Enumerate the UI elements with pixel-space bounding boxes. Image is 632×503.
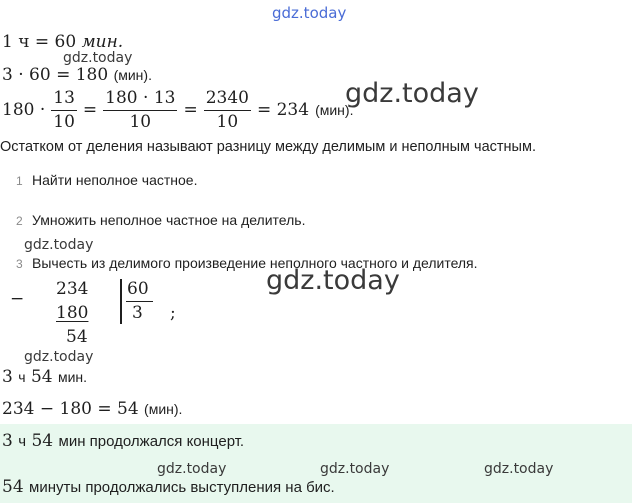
fraction-denominator: 10 xyxy=(216,111,239,132)
fraction-product xyxy=(103,87,177,132)
fraction-numerator: 180 · 13 xyxy=(103,90,177,111)
subtraction-expr: 234 − 180 = 54 xyxy=(2,399,139,419)
multiplication-unit: (мин). xyxy=(113,67,152,83)
time-conversion-line xyxy=(2,32,123,52)
answer-concert-duration xyxy=(2,431,244,451)
step-number: 1 xyxy=(16,174,23,188)
fraction-calculation-line xyxy=(2,88,353,132)
watermark-large: gdz.today xyxy=(345,78,479,109)
fraction-unit: (мин). xyxy=(315,102,354,118)
division-quotient: 3 xyxy=(132,303,143,323)
step-text: Найти неполное частное. xyxy=(32,172,198,188)
fraction-lhs: 180 · xyxy=(2,100,46,120)
answer-text: мин продолжался концерт. xyxy=(58,433,245,450)
fraction-denominator: 10 xyxy=(129,111,152,132)
step-3 xyxy=(16,255,478,271)
division-minus: − xyxy=(10,289,25,309)
watermark-top: gdz.today xyxy=(272,4,347,22)
step-text: Умножить неполное частное на делитель. xyxy=(32,212,306,228)
division-remainder: 54 xyxy=(66,327,88,347)
duration-minutes-unit: мин. xyxy=(57,369,88,385)
division-semicolon: ; xyxy=(170,303,176,323)
watermark: gdz.today xyxy=(320,461,390,477)
division-bar xyxy=(120,279,122,324)
time-conversion-expr: 1 ч = 60 xyxy=(2,32,77,52)
subtraction-line xyxy=(2,399,182,419)
watermark: gdz.today xyxy=(24,237,94,253)
duration-line xyxy=(2,367,87,387)
watermark: gdz.today xyxy=(157,461,227,477)
step-1 xyxy=(16,172,197,188)
watermark-large: gdz.today xyxy=(266,265,400,296)
fraction-2340-10 xyxy=(204,87,251,132)
fraction-numerator: 2340 xyxy=(204,90,251,111)
equals-sign: = xyxy=(183,100,198,120)
answer-hours: 3 xyxy=(2,431,13,451)
encore-text: минуты продолжались выступления на бис. xyxy=(29,479,335,496)
division-dividend: 234 xyxy=(56,279,89,299)
multiplication-expr: 3 · 60 = 180 xyxy=(2,65,109,85)
fraction-result: = 234 xyxy=(256,100,310,120)
division-divisor: 60 xyxy=(126,279,153,302)
fraction-13-10 xyxy=(51,87,77,132)
watermark: gdz.today xyxy=(484,461,554,477)
division-subtrahend: 180 xyxy=(56,303,89,323)
encore-minutes: 54 xyxy=(2,477,24,497)
watermark: gdz.today xyxy=(24,349,94,365)
fraction-denominator: 10 xyxy=(53,111,75,132)
answer-hours-unit: ч xyxy=(18,433,27,450)
multiplication-line xyxy=(2,65,152,85)
step-2 xyxy=(16,212,305,228)
time-conversion-unit: мин. xyxy=(81,32,124,52)
subtraction-unit: (мин). xyxy=(144,401,183,417)
duration-hours-unit: ч xyxy=(18,369,26,385)
remainder-definition: Остатком от деления называют разницу между делимым и неполным частным. xyxy=(0,139,536,155)
duration-minutes: 54 xyxy=(30,367,53,387)
step-number: 2 xyxy=(16,214,23,228)
step-number: 3 xyxy=(16,257,23,271)
equals-sign: = xyxy=(82,100,98,120)
watermark: gdz.today xyxy=(63,50,133,66)
answer-encore-duration xyxy=(2,477,335,497)
step-text: Вычесть из делимого произведение неполного частного и делителя. xyxy=(32,255,478,271)
fraction-numerator: 13 xyxy=(51,90,77,111)
duration-hours: 3 xyxy=(2,367,13,387)
answer-minutes: 54 xyxy=(31,431,54,451)
